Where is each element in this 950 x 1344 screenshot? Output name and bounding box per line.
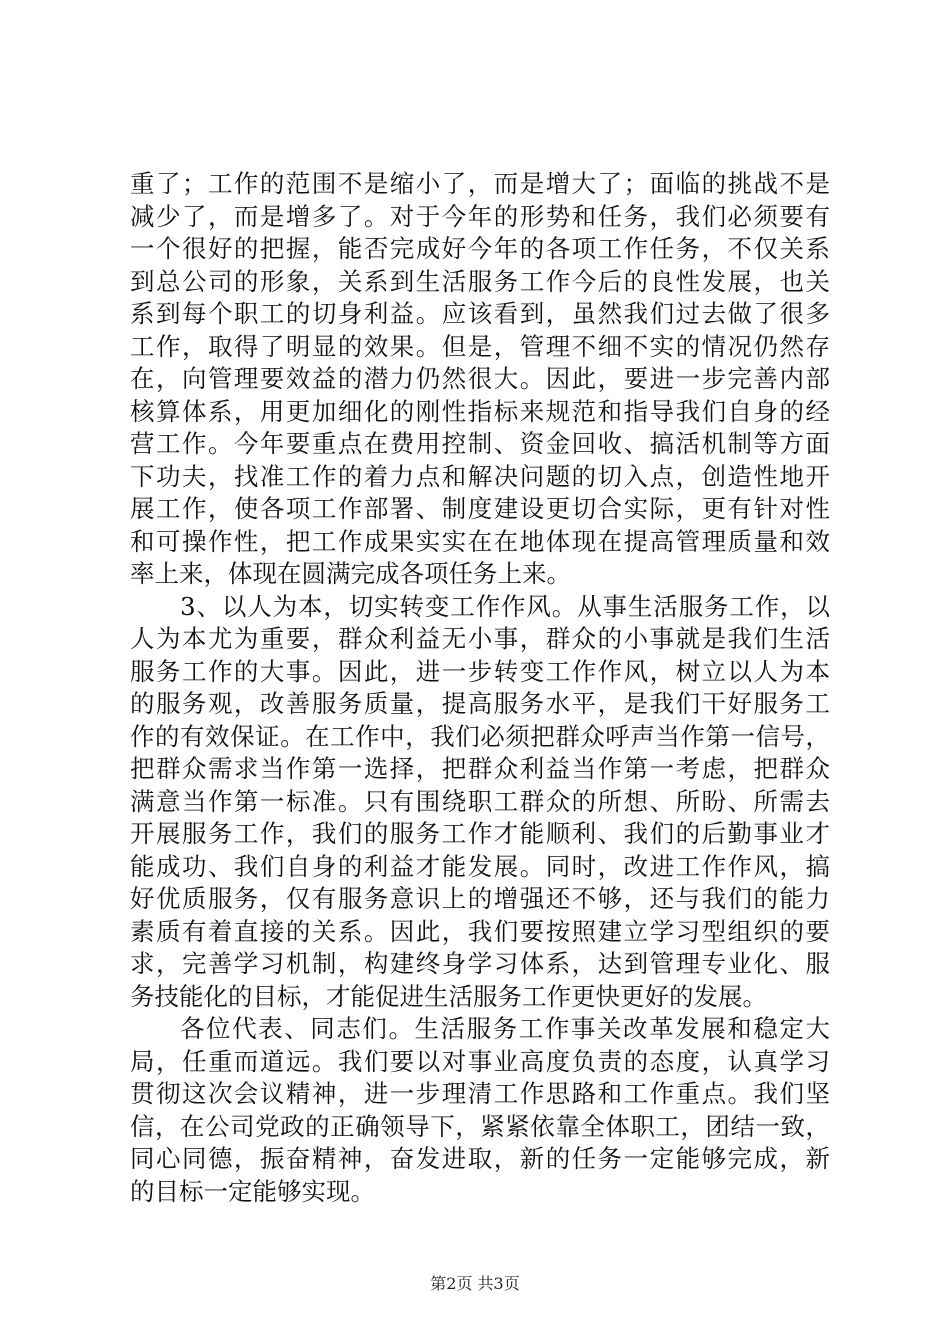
text-line: 作的有效保证。在工作中，我们必须把群众呼声当作第一信号， <box>130 721 830 751</box>
text-line: 开展服务工作，我们的服务工作才能顺利、我们的后勤事业才 <box>130 819 830 848</box>
text-line: 信，在公司党政的正确领导下，紧紧依靠全体职工，团结一致， <box>130 1111 830 1141</box>
text-line: 同心同德，振奋精神，奋发进取，新的任务一定能够完成，新 <box>130 1144 830 1173</box>
text-line: 局，任重而道远。我们要以对事业高度负责的态度，认真学习 <box>130 1046 830 1076</box>
text-line: 贯彻这次会议精神，进一步理清工作思路和工作重点。我们坚 <box>130 1079 830 1108</box>
text-line: 到总公司的形象，关系到生活服务工作今后的良性发展，也关 <box>130 266 830 296</box>
text-line: 营工作。今年要重点在费用控制、资金回收、搞活机制等方面 <box>130 429 830 458</box>
text-line: 的服务观，改善服务质量，提高服务水平，是我们干好服务工 <box>130 689 830 718</box>
text-line: 重了；工作的范围不是缩小了，而是增大了；面临的挑战不是 <box>130 169 830 198</box>
text-line: 核算体系，用更加细化的刚性指标来规范和指导我们自身的经 <box>130 396 830 426</box>
text-line: 好优质服务，仅有服务意识上的增强还不够，还与我们的能力 <box>130 884 830 913</box>
text-line: 满意当作第一标准。只有围绕职工群众的所想、所盼、所需去 <box>130 786 830 816</box>
page-footer: 第2页 共3页 <box>430 1274 520 1293</box>
text-line: 人为本尤为重要，群众利益无小事，群众的小事就是我们生活 <box>130 624 830 653</box>
text-line: 工作，取得了明显的效果。但是，管理不细不实的情况仍然存 <box>130 331 830 361</box>
text-line: 求，完善学习机制，构建终身学习体系，达到管理专业化、服 <box>130 949 830 978</box>
text-line: 的目标一定能够实现。 <box>130 1176 375 1206</box>
text-line: 能成功、我们自身的利益才能发展。同时，改进工作作风，搞 <box>130 851 830 881</box>
text-line: 减少了，而是增多了。对于今年的形势和任务，我们必须要有 <box>130 201 830 231</box>
text-line: 把群众需求当作第一选择，把群众利益当作第一考虑，把群众 <box>130 754 830 783</box>
text-line: 在，向管理要效益的潜力仍然很大。因此，要进一步完善内部 <box>130 364 830 393</box>
text-line: 率上来，体现在圆满完成各项任务上来。 <box>130 559 571 588</box>
text-line: 下功夫，找准工作的着力点和解决问题的切入点，创造性地开 <box>130 461 830 491</box>
text-line: 展工作，使各项工作部署、制度建设更切合实际，更有针对性 <box>130 494 830 523</box>
text-line: 服务工作的大事。因此，进一步转变工作作风，树立以人为本 <box>130 656 830 686</box>
text-line: 各位代表、同志们。生活服务工作事关改革发展和稳定大 <box>180 1014 830 1043</box>
text-line: 系到每个职工的切身利益。应该看到，虽然我们过去做了很多 <box>130 299 830 328</box>
text-line: 务技能化的目标，才能促进生活服务工作更快更好的发展。 <box>130 981 767 1011</box>
text-line: 素质有着直接的关系。因此，我们要按照建立学习型组织的要 <box>130 916 830 946</box>
text-line: 和可操作性，把工作成果实实在在地体现在提高管理质量和效 <box>130 526 830 556</box>
body-text <box>130 168 830 1208</box>
text-line: 一个很好的把握，能否完成好今年的各项工作任务，不仅关系 <box>130 234 830 263</box>
text-line: 3、以人为本，切实转变工作作风。从事生活服务工作，以 <box>180 591 830 621</box>
